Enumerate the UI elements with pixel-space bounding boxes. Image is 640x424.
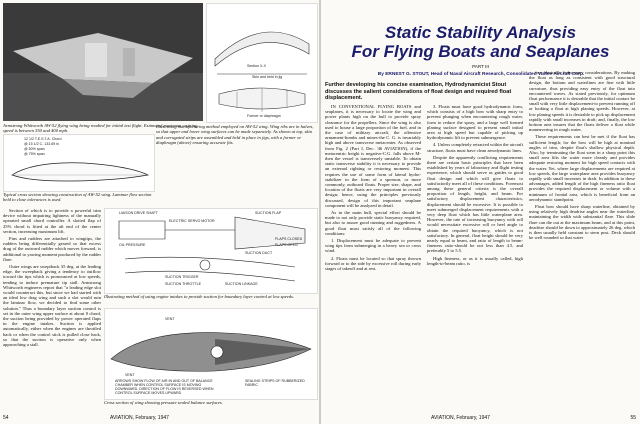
cross-label-vent-1: VENT: [165, 317, 175, 321]
suction-mechanism-figure: [104, 208, 318, 294]
mechanism-caption: Illustrating method of using engine intakes to provide suction for boundary layer control at low speeds.: [104, 294, 295, 299]
section-figure: [206, 3, 318, 123]
cross-label-flow: ARROWS SHOW FLOW OF AIR IN AND OUT OF BALANCE CHAMBER WHEN CONTROL SURFACE IS MOVING DOWNWARD. DIRECTION OF FLOW IS REVERSED WHEN CONTROL SURFACE MOVES UPWARD: [115, 379, 214, 395]
section-label: Section X-X: [247, 64, 266, 68]
left-folio: 54: [3, 415, 9, 421]
pressure-seal-figure: [104, 308, 318, 400]
illustrating-caption: Illustrating manufacturing method employed on AW-52 wing. Wing ribs are in halves, so that upper and lower wing surfaces can be made separately. As shown at top, skin and corrugated strips are assembled and held in place in jigs, with a former or diaphragm (above) ensuring accurate fits.: [156, 124, 314, 146]
right-page: [321, 0, 640, 424]
airfoil-label-2: @ 15 1/2 C. 133.69 in: [24, 142, 60, 146]
right-paragraph: High fineness, or as it is usually called, high length-to-beam ratio, is: [427, 255, 523, 266]
left-footer: AVIATION, February, 1947: [110, 415, 169, 421]
right-column-3: [529, 70, 635, 408]
article-deck: Further developing his concise examination, Hydrodynamicist Stout discusses the salient considerations of float design and required float displacement.: [325, 82, 512, 102]
cross-label-sealing: SEALING STRIPS OF RUBBERIZED FABRIC: [245, 379, 305, 387]
mech-label-10: SUCTION LINKAGE: [225, 282, 258, 286]
right-footer: AVIATION, February, 1947: [431, 415, 490, 421]
mech-label-7: OIL PRESSURE: [119, 243, 146, 247]
article-title-line-1: Static Stability Analysis: [384, 23, 577, 42]
mech-label-6: FLAPS OPEN: [275, 243, 298, 247]
airfoil-caption: Typical cross section showing construction of AW-52 wing. Laminar flow section held to close tolerances is used.: [3, 192, 152, 203]
right-paragraph: 3. Floats must have good hydrodynamic form, which consists of a high bow with sharp entry to prevent plunging when encountering rough water, form to reduce the spray, and a large well formed planing surface designed to present small initial area at high speed but capable of picking up hydrodynamic lift to prevent submergence.: [427, 104, 523, 141]
right-column-1: [325, 104, 421, 408]
right-paragraph: As in the main hull, special effort should be made to not only provide static buoyancy required, but also to assure good running and ruggedness. A good float must satisfy all of the following conditions:: [325, 210, 421, 236]
right-paragraph: IN CONVENTIONAL FLYING BOATS and seaplanes, it is necessary to locate the wing and power plants high on the hull to provide spray clearance for the propellers. Since the wing is also used to house a large proportion of the fuel, and in the case of military aircraft, the offensive armament-bombs and mines-the C. G. is invariably high and above transverse metacenter. As observed from Fig. 2 (Part I, Dec. '46 AVIATION), if the metacentric height is negative-C.G. falls above M-then the vessel is transversely unstable. To obtain static transverse stability it is necessary to provide an external righting or restoring moment. This requires the use of some form of lateral hydro-stabilizer in the form of a sponson, or more commonly, outboard floats. Proper size, shape, and location of the floats are very important in overall design; hence, using the principles previously discussed, design of this important seaplane component will be analyzed in detail.: [325, 104, 421, 208]
mech-label-4: SUCTION DUCT: [245, 251, 273, 255]
right-folio: 55: [630, 415, 636, 421]
airfoil-label-3: @ 50% span: [24, 147, 45, 151]
section-drawing: [207, 4, 317, 122]
left-page: [0, 0, 319, 424]
right-paragraph: 1. Displacement must be adequate to prevent wing tips from submerging in a heavy sea or cross wind.: [325, 238, 421, 254]
left-paragraph: Fins and rudders are attached to wingtips, the rudders being differentially geared so that excess drag of the outward rudder which moves forward, is additional to yawing moment produced by the rudder flare.: [3, 236, 101, 262]
right-paragraph: Float bow should have sharp waterline, obtained by using relatively high deadrise angles near the waterline, maintaining the width with substantial flare. This slide flare can die out at the maximum beam, and at this point, deadrise should be down to approximately 26 deg. which is then usually held constant to stern post. Deck should be well rounded so that water: [529, 204, 635, 241]
mech-label-2: ELECTRIC SERVO MOTOR: [169, 219, 215, 223]
left-paragraph: Outer wings are sweptback 35 deg. at the leading edge, the sweepback giving a tendency to outflow toward the tips which is pronounced at low speeds, tending to induce premature tip stall. Armstrong Whitworth engineers report that "a leading edge slot would counteract this, but since we had started with an ideal low drag wing and such a slot would ruin the laminar flow, we decided to find some other solution." Thus a boundary layer suction control is set in the outer wing upper surface at about 0 chord, the suction being provided by power operated flaps in the engine intakes. Suction is applied automatically, either when the engines are throttled back or when the control stick is pulled close back, so that the suction is operative only when approaching a stall.: [3, 264, 101, 348]
right-column-2: [427, 104, 523, 408]
airfoil-label-1: 12 1/2 T.E.S.T.A. Chord: [24, 137, 62, 141]
aw52-photo: [3, 3, 203, 121]
airfoil-figure: [3, 134, 155, 192]
left-paragraph: Section of which is to provide a powerful trim device without impairing lightness of the manually operated small chord controller. A slotted flap of 25% chord is fitted at the aft end of the center section, increasing maximum lift.: [3, 208, 101, 234]
part-label: PART III: [472, 64, 489, 69]
mech-label-9: SUCTION THROTTLE: [165, 282, 202, 286]
article-title-line-2: For Flying Boats and Seaplanes: [351, 42, 610, 61]
left-body-column: [3, 208, 101, 414]
right-paragraph: 4. Unless completely retracted within the aircraft structure, floats must have clean aerodynamic lines.: [427, 142, 523, 153]
section-note: Skin and held in jig: [252, 75, 283, 79]
aw52-photo-image: [3, 3, 203, 121]
mech-label-3: SUCTION FLAP: [255, 211, 282, 215]
mech-label-1: LIAISON DRIVE SHAFT: [119, 211, 158, 215]
right-paragraph: Despite the apparently conflicting requirements there are certain basic principles that have been established by years of laboratory and flight testing experience, which should serve as guides to good float design and which will give floats to satisfactorily meet all of these conditions. Foremost among these general criteria is the overall proportion of length, height, and beam. For satisfactory displacement characteristics, displacement should be excessive. It is possible to meet submerged displacement requirements with a very deep float which has little waterplane area. However, the rate of increasing buoyancy with roll would necessitate excessive roll or heel angle to obtain the required buoyancy, which is not satisfactory. In general, float height should be very nearly equal to beam, and ratio of length to beam-fineness ratio-should be not less than 4.5, and preferably 5 to 5.5.: [427, 154, 523, 254]
byline: By ERNEST G. STOUT, Head of Naval Aircraft Research, Consolidated Vultee Aircraft Corp.: [377, 72, 585, 77]
cross-section-caption: Cross section of wing showing pressure sealed balance surfaces.: [104, 400, 223, 405]
right-paragraph: These requirements can best be met if the float has sufficient length; for the bow will be high at nominal angles of trim, despite float's shallow physical depth. Also, by terminating the float stern in a sharp point this small area lifts the water more cleanly and provides adequate restoring moment for high speed contacts with the water. Yet, where large displacements are required at low speeds, the large waterplane area provides buoyancy rapidly with small increases in draft. In addition to these advantages, added length of the high fineness ratio float provides the required displacement or volume with a minimum of frontal area, which is beneficial from an aerodynamic standpoint.: [529, 134, 635, 202]
photo-caption: Armstrong Whitworth AW-52 flying wing being readied for initial test flight. Estimated maximum cruising speed is between 350 and 400 mph.: [3, 123, 198, 134]
mech-label-5: FLAPS CLOSED: [275, 237, 303, 241]
airfoil-label-4: @ 75% span: [24, 152, 45, 156]
right-paragraph: very desirable from many considerations. By making the float as long as consistent with good structural design, the bottom and waterlines are fine with little curvature, thus providing easy entry of the float into encountered waves. As stated previously, for optimum float performance it is desirable that the initial contact be small with very little displacement-to prevent running off or looking a float at high planing speeds. However, at low planing speeds it is desirable to pick up displacement rapidly with small increases in draft; and, finally, the low bottom area insures that the floats deliver a float while maneuvering in rough water.: [529, 70, 635, 133]
cross-label-vent-2: VENT: [125, 373, 135, 377]
former-label: Former or diaphragm: [247, 114, 281, 118]
mech-label-8: SUCTION TRIGGER: [165, 275, 199, 279]
right-paragraph: 2. Floats must be located so that spray thrown forward or to the side by excessive roll during early stages of takeoff and at rest.: [325, 255, 421, 272]
